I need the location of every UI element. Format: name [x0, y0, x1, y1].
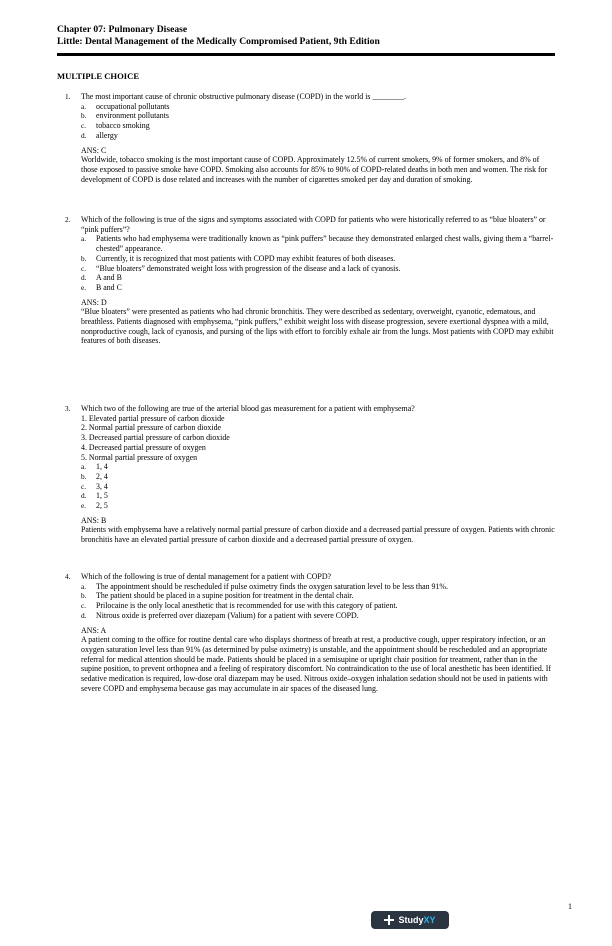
page-number: 1	[568, 902, 572, 911]
book-title: Little: Dental Management of the Medically Compromised Patient, 9th Edition	[57, 36, 380, 47]
answer-option: e. B and C	[81, 282, 122, 292]
studyxy-logo	[371, 911, 449, 929]
answer-option: c. Prilocaine is the only local anesthetic that is recommended for use with this category of patient.	[81, 601, 398, 611]
statement-item: 1. Elevated partial pressure of carbon dioxide	[81, 413, 225, 423]
question-stem: Which of the following is true of the signs and symptoms associated with COPD for patients who were historically referred to as “blue bloaters” or “pink puffers”?	[81, 215, 546, 234]
answer-option: a. The appointment should be rescheduled if pulse oximetry finds the oxygen saturation level to be less than 91%.	[81, 581, 448, 591]
chapter-title: Chapter 07: Pulmonary Disease	[57, 24, 188, 35]
question-block	[57, 215, 555, 346]
logo-text-xy: XY	[423, 915, 436, 925]
answer-option: d. A and B	[81, 273, 122, 283]
question-stem: The most important cause of chronic obstructive pulmonary disease (COPD) in the world is ________.	[81, 92, 406, 101]
header-rule	[57, 53, 555, 56]
answer-key: ANS: D	[81, 297, 107, 307]
statement-item: 5. Normal partial pressure of oxygen	[81, 452, 198, 462]
question-block	[57, 92, 555, 184]
answer-option: a. Patients who had emphysema were traditionally known as “pink puffers” because they demonstrated enlarged chest walls, giving them a “barrel-chested” appearance.	[81, 234, 554, 254]
plus-icon	[384, 915, 394, 925]
answer-rationale: Patients with emphysema have a relatively normal partial pressure of carbon dioxide and a decreased partial pressure of oxygen. Patients with chronic bronchitis have an elevated partial pressure of carbon dioxide and a decreased partial pressure of oxygen.	[81, 525, 555, 545]
answer-option: d. Nitrous oxide is preferred over diazepam (Valium) for a patient with severe COPD.	[81, 610, 359, 620]
logo-text-study: Study	[398, 915, 424, 925]
answer-option: b. Currently, it is recognized that most patients with COPD may exhibit features of both diseases.	[81, 253, 396, 263]
answer-rationale: A patient coming to the office for routine dental care who displays shortness of breath at rest, a productive cough, upper respiratory infection, or an oxygen saturation level less than 91% (as determined by pulse oximetry) is unstable, and the appointment should be rescheduled and an appropriate referral for medical attention should be made. Patients should be placed in a semisupine or upright chair position for treatment, rather than in the supine position, to prevent orthopnea and a feeling of respiratory discomfort. No contraindication to the use of local anesthetic has been identified. If sedative medication is required, low-dose oral diazepam may be used. Nitrous oxide–oxygen inhalation sedation should not be used in patients with severe COPD and emphysema because gas may accumulate in air spaces of the diseased lung.	[81, 635, 552, 693]
statement-item: 2. Normal partial pressure of carbon dioxide	[81, 423, 222, 433]
statement-item: 3. Decreased partial pressure of carbon dioxide	[81, 433, 230, 443]
answer-rationale: “Blue bloaters” were presented as patients who had chronic bronchitis. They were described as sedentary, overweight, cyanotic, edematous, and breathless. Patients diagnosed with emphysema, “pink puffers,” exhibit weight loss with disease progression, severe exertional dyspnea with a mild, nonproductive cough, lack of cyanosis, and pursing of the lips with effort to forcibly exhale air from the lungs. Most patients with COPD may exhibit features of both diseases.	[81, 307, 554, 346]
question-number: 2.	[65, 215, 71, 224]
answer-key: ANS: A	[81, 625, 107, 635]
answer-option: b. environment pollutants	[81, 111, 169, 121]
answer-option: b. The patient should be placed in a supine position for treatment in the dental chair.	[81, 591, 354, 601]
question-block	[57, 404, 555, 545]
statement-item: 4. Decreased partial pressure of oxygen	[81, 442, 206, 452]
section-title: MULTIPLE CHOICE	[57, 71, 140, 81]
answer-option: a. 1, 4	[81, 462, 108, 472]
answer-option: a. occupational pollutants	[81, 101, 170, 111]
answer-rationale: Worldwide, tobacco smoking is the most important cause of COPD. Approximately 12.5% of current smokers, 9% of former smokers, and 8% of those exposed to passive smoke have COPD. Smoking also accounts for 85% to 90% of COPD-related deaths in both men and women. The risk for development of COPD is dose related and increases with the number of cigarettes smoked per day and duration of smoking.	[81, 155, 548, 184]
answer-option: d. 1, 5	[81, 491, 108, 501]
answer-key: ANS: C	[81, 145, 107, 155]
answer-option: b. 2, 4	[81, 471, 108, 481]
question-stem: Which of the following is true of dental management for a patient with COPD?	[81, 572, 332, 581]
question-number: 1.	[65, 92, 71, 101]
answer-option: c. tobacco smoking	[81, 121, 150, 131]
page-header	[57, 24, 555, 48]
answer-key: ANS: B	[81, 515, 107, 525]
answer-option: c. 3, 4	[81, 481, 108, 491]
answer-option: e. 2, 5	[81, 501, 108, 511]
answer-option: c. “Blue bloaters” demonstrated weight loss with progression of the disease and a lack of cyanosis.	[81, 263, 401, 273]
question-block	[57, 572, 555, 693]
question-number: 3.	[65, 404, 71, 413]
question-stem: Which two of the following are true of the arterial blood gas measurement for a patient with emphysema?	[81, 404, 415, 413]
answer-option: d. allergy	[81, 130, 118, 140]
question-number: 4.	[65, 572, 71, 581]
